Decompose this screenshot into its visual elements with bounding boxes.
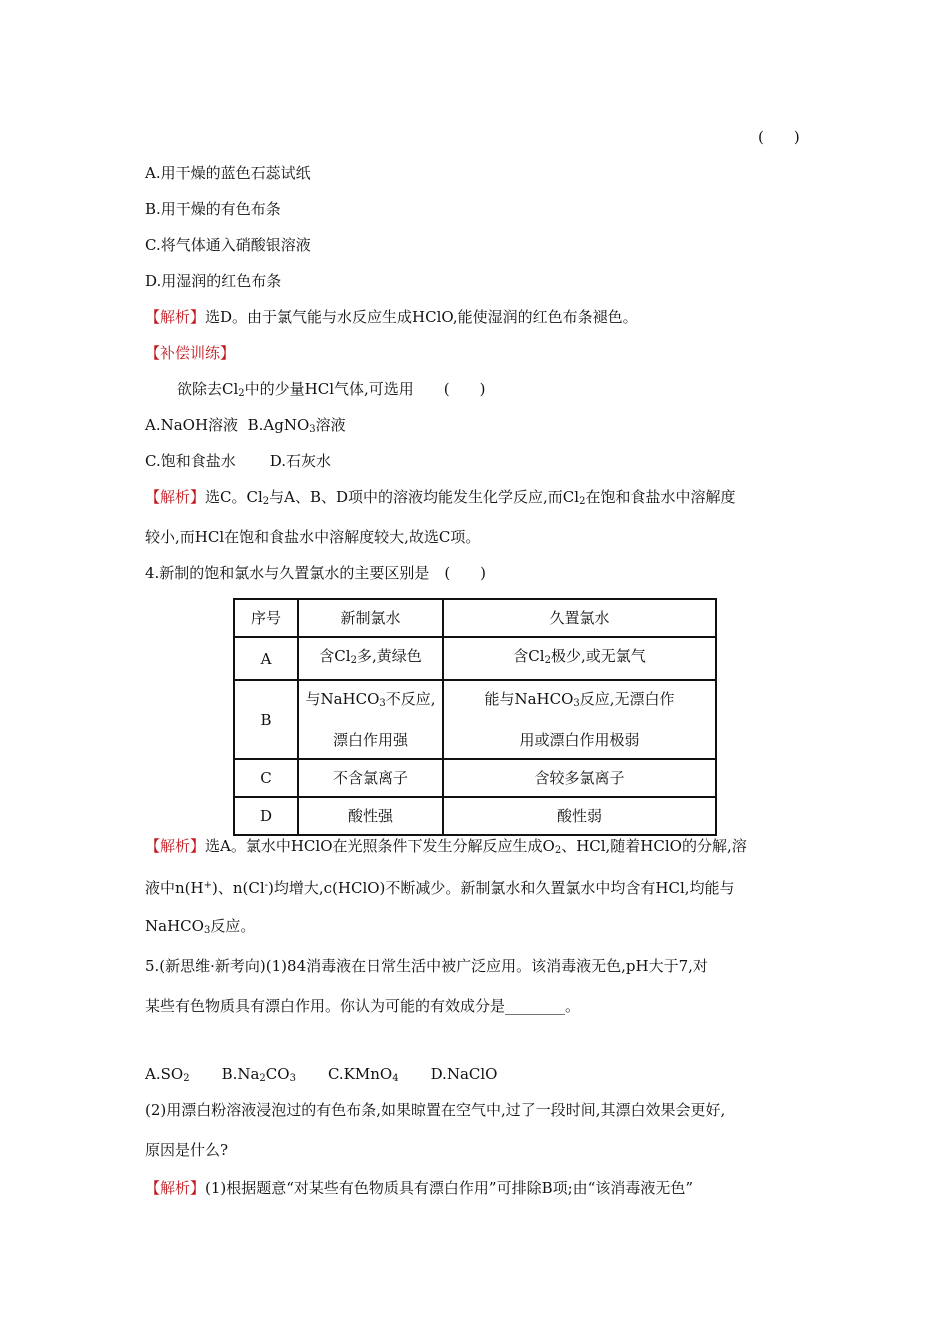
table-cell [443, 637, 716, 680]
text: 在饱和食盐水中溶解度 [585, 488, 736, 506]
q4-question: 4.新制的饱和氯水与久置氯水的主要区别是 ( ) [145, 564, 487, 582]
q3-analysis [145, 307, 638, 327]
text: 中的少量HCl气体,可选用 ( ) [244, 380, 486, 398]
subscript: 3 [289, 1073, 296, 1084]
subscript: 2 [183, 1073, 190, 1084]
table-row [234, 637, 716, 680]
comparison-table [233, 598, 717, 836]
analysis-tag: 【解析】 [145, 837, 206, 855]
cell-line: 漂白作用强 [332, 731, 408, 749]
text: 反应,无漂白作 [579, 690, 675, 708]
subscript: 2 [579, 496, 586, 507]
table-cell: 酸性弱 [443, 797, 716, 835]
cell-line: 用或漂白作用极弱 [519, 731, 640, 749]
header-cell: 新制氯水 [298, 599, 443, 637]
table-row [234, 759, 716, 797]
text: 选C。Cl [205, 488, 263, 506]
text: NaHCO [145, 917, 204, 935]
subscript: 4 [392, 1073, 399, 1084]
text: 多,黄绿色 [356, 647, 422, 665]
text: 欲除去Cl [177, 380, 239, 398]
text: 极少,或无氯气 [550, 647, 646, 665]
q5-line1: 5.(新思维·新考向)(1)84消毒液在日常生活中被广泛应用。该消毒液无色,pH大于7,对 [145, 957, 708, 975]
analysis-tag: 【解析】 [145, 308, 206, 326]
option-c: C.KMnO [327, 1065, 393, 1083]
superscript: - [264, 880, 269, 891]
text: 与A、B、D项中的溶液均能发生化学反应,而Cl [269, 488, 580, 506]
header-cell: 序号 [234, 599, 298, 637]
text: 、HCl,随着HClO的分解,溶 [561, 837, 747, 855]
q5-analysis [145, 1178, 693, 1198]
q3-option-a: A.用干燥的蓝色石蕊试纸 [145, 164, 311, 182]
table-cell: 酸性强 [298, 797, 443, 835]
subscript: 3 [203, 925, 211, 936]
subscript: 2 [544, 655, 551, 666]
text: )、n(Cl [212, 879, 265, 897]
analysis-tag: 【解析】 [145, 488, 206, 506]
subscript: 3 [309, 424, 316, 435]
row-label: A [234, 637, 298, 680]
text: CO [265, 1065, 290, 1083]
subscript: 3 [573, 698, 580, 709]
table-cell: 含较多氯离子 [443, 759, 716, 797]
text: (1)根据题意“对某些有色物质具有漂白作用”可排除B项;由“该消毒液无色” [205, 1179, 694, 1197]
text: 含Cl [319, 647, 351, 665]
q3-option-c: C.将气体通入硝酸银溶液 [145, 236, 311, 254]
option-d: D.NaClO [430, 1065, 498, 1083]
text: 不反应, [385, 690, 436, 708]
table-row [234, 680, 716, 759]
subscript: 3 [379, 698, 386, 709]
option-a: A.SO [145, 1065, 184, 1083]
text: 溶液 [315, 416, 346, 434]
text: 选A。氯水中HClO在光照条件下发生分解反应生成O [205, 837, 555, 855]
text: 反应。 [210, 917, 256, 935]
text: 能与NaHCO [484, 690, 574, 708]
row-label: B [234, 680, 298, 759]
option-d: D.石灰水 [269, 452, 331, 470]
table-header-row [234, 599, 716, 637]
subscript: 2 [350, 655, 357, 666]
subscript: 2 [259, 1073, 266, 1084]
subscript: 2 [554, 845, 562, 856]
row-label: C [234, 759, 298, 797]
superscript: + [203, 880, 212, 891]
supplement-options-ab [145, 415, 346, 440]
text: 含Cl [513, 647, 545, 665]
q3-option-b: B.用干燥的有色布条 [145, 200, 281, 218]
option-a: A.NaOH溶液 [145, 416, 239, 434]
subscript: 2 [238, 388, 245, 399]
option-c: C.饱和食盐水 [145, 452, 236, 470]
table-cell: 不含氯离子 [298, 759, 443, 797]
text: 液中n(H [145, 879, 204, 897]
q5-line2: 某些有色物质具有漂白作用。你认为可能的有效成分是________。 [145, 997, 581, 1015]
supplement-tag: 【补偿训练】 [145, 344, 236, 362]
supplement-question [177, 379, 486, 404]
cell-line [299, 681, 442, 722]
analysis-tag: 【解析】 [145, 1179, 206, 1197]
text: 与NaHCO [305, 690, 380, 708]
row-label: D [234, 797, 298, 835]
analysis-text: 选D。由于氯气能与水反应生成HClO,能使湿润的红色布条褪色。 [205, 308, 638, 326]
text: )均增大,c(HClO)不断减少。新制氯水和久置氯水中均含有HCl,均能与 [268, 879, 735, 897]
table-cell [298, 680, 443, 759]
supplement-options-cd [145, 451, 331, 471]
cell-line [444, 681, 715, 722]
q4-analysis-line1 [145, 836, 747, 861]
header-cell: 久置氯水 [443, 599, 716, 637]
q4-analysis-line3 [145, 916, 255, 941]
table-cell [298, 637, 443, 680]
q5-part2-line2: 原因是什么? [145, 1141, 229, 1159]
supplement-analysis-line1 [145, 487, 735, 512]
q3-option-d: D.用湿润的红色布条 [145, 272, 282, 290]
subscript: 2 [262, 496, 270, 507]
supplement-analysis-line2: 较小,而HCl在饱和食盐水中溶解度较大,故选C项。 [145, 528, 481, 546]
table-row [234, 797, 716, 835]
option-b: B.Na [221, 1065, 260, 1083]
q5-options [145, 1064, 497, 1089]
answer-bracket: ( ) [758, 128, 800, 146]
q4-analysis-line2 [145, 876, 735, 898]
q5-part2-line1: (2)用漂白粉溶液浸泡过的有色布条,如果晾置在空气中,过了一段时间,其漂白效果会更好, [145, 1101, 726, 1119]
table-cell [443, 680, 716, 759]
option-b: B.AgNO [247, 416, 310, 434]
